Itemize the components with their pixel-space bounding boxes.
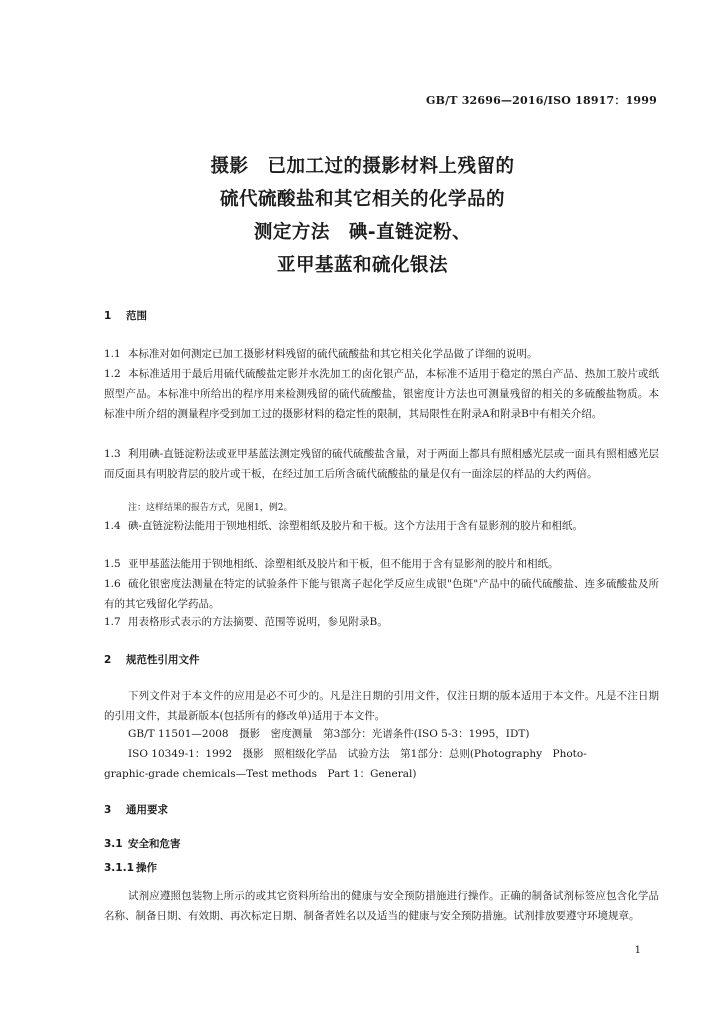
- section-number: 2: [104, 654, 112, 666]
- section-number: 3: [104, 804, 112, 816]
- paragraph-1-2: 1.2 本标准适用于最后用硫代硫酸盐定影并水洗加工的卤化银产品，本标准不适用于稳定的黑白产品、热加工胶片或纸照型产品。本标准中所给出的程序用来检测残留的硫代硫酸盐，银密度计方法也可测量残留的相关的多硫酸盐物质。本标准中所介绍的测量程序受到加工过的摄影材料的稳定性的限制，其局限性在附录A和附录B中有相关介绍。: [104, 368, 659, 420]
- reference-1: GB/T 11501—2008 摄影 密度测量 第3部分：光谱条件(ISO 5-3：1995，IDT): [128, 728, 530, 740]
- handling-paragraph: 试剂应遵照包装物上所示的或其它资料所给出的健康与安全预防措施进行操作。正确的制备试剂标签应包含化学品名称、制备日期、有效期、再次标定日期、制备者姓名以及适当的健康与安全预防措施。试剂排放要遵守环境规章。: [104, 890, 659, 922]
- title-line-4: 亚甲基蓝和硫化银法: [276, 255, 448, 276]
- document-title: [0, 150, 725, 282]
- section-2-heading: [104, 652, 200, 667]
- section-title: 规范性引用文件: [126, 654, 200, 666]
- page-number: 1: [634, 945, 641, 956]
- subsection-3-1-1-heading: 3.1.1 操作: [104, 862, 157, 874]
- reference-2-line-1: ISO 10349-1：1992 摄影 照相级化学品 试验方法 第1部分：总则(Photography Photo-: [128, 748, 587, 760]
- section-number: 1: [104, 310, 112, 322]
- paragraph-1-3: 1.3 利用碘-直链淀粉法或亚甲基蓝法测定残留的硫代硫酸盐含量，对于两面上都具有照相感光层或一面具有照相感光层而反面具有明胶背层的胶片或干板，在经过加工后所含硫代硫酸盐的量是仅有一面涂层的样品的大约两倍。: [104, 448, 659, 480]
- section-3-heading: [104, 802, 168, 817]
- title-line-1: 摄影 已加工过的摄影材料上残留的: [210, 156, 515, 177]
- section-title: 范围: [126, 310, 147, 322]
- note: 注：这样结果的报告方式，见图1，例2。: [128, 503, 293, 513]
- standard-code: GB/T 32696—2016/ISO 18917：1999: [425, 94, 657, 107]
- title-line-3: 测定方法 碘-直链淀粉、: [253, 222, 472, 243]
- title-line-2: 硫代硫酸盐和其它相关的化学品的: [219, 189, 505, 210]
- paragraph-1-7: 1.7 用表格形式表示的方法摘要、范围等说明，参见附录B。: [104, 616, 388, 628]
- paragraph-1-1: 1.1 本标准对如何测定已加工摄影材料残留的硫代硫酸盐和其它相关化学品做了详细的说明。: [104, 348, 538, 360]
- paragraph-1-6: 1.6 硫化银密度法测量在特定的试验条件下能与银离子起化学反应生成银"色斑"产品中的硫代硫酸盐、连多硫酸盐及所有的其它残留化学药品。: [104, 578, 659, 610]
- section-1-heading: [104, 308, 147, 323]
- normative-references-intro: 下列文件对于本文件的应用是必不可少的。凡是注日期的引用文件，仅注日期的版本适用于本文件。凡是不注日期的引用文件，其最新版本(包括所有的修改单)适用于本文件。: [104, 690, 659, 722]
- subsection-3-1-heading: 3.1 安全和危害: [104, 838, 181, 850]
- reference-2-line-2: graphic-grade chemicals—Test methods Part 1：General): [104, 768, 417, 780]
- paragraph-1-4: 1.4 碘-直链淀粉法能用于钡地相纸、涂塑相纸及胶片和干板。这个方法用于含有显影剂的胶片和相纸。: [104, 520, 584, 532]
- paragraph-1-5: 1.5 亚甲基蓝法能用于钡地相纸、涂塑相纸及胶片和干板，但不能用于含有显影剂的胶片和相纸。: [104, 558, 559, 570]
- section-title: 通用要求: [126, 804, 168, 816]
